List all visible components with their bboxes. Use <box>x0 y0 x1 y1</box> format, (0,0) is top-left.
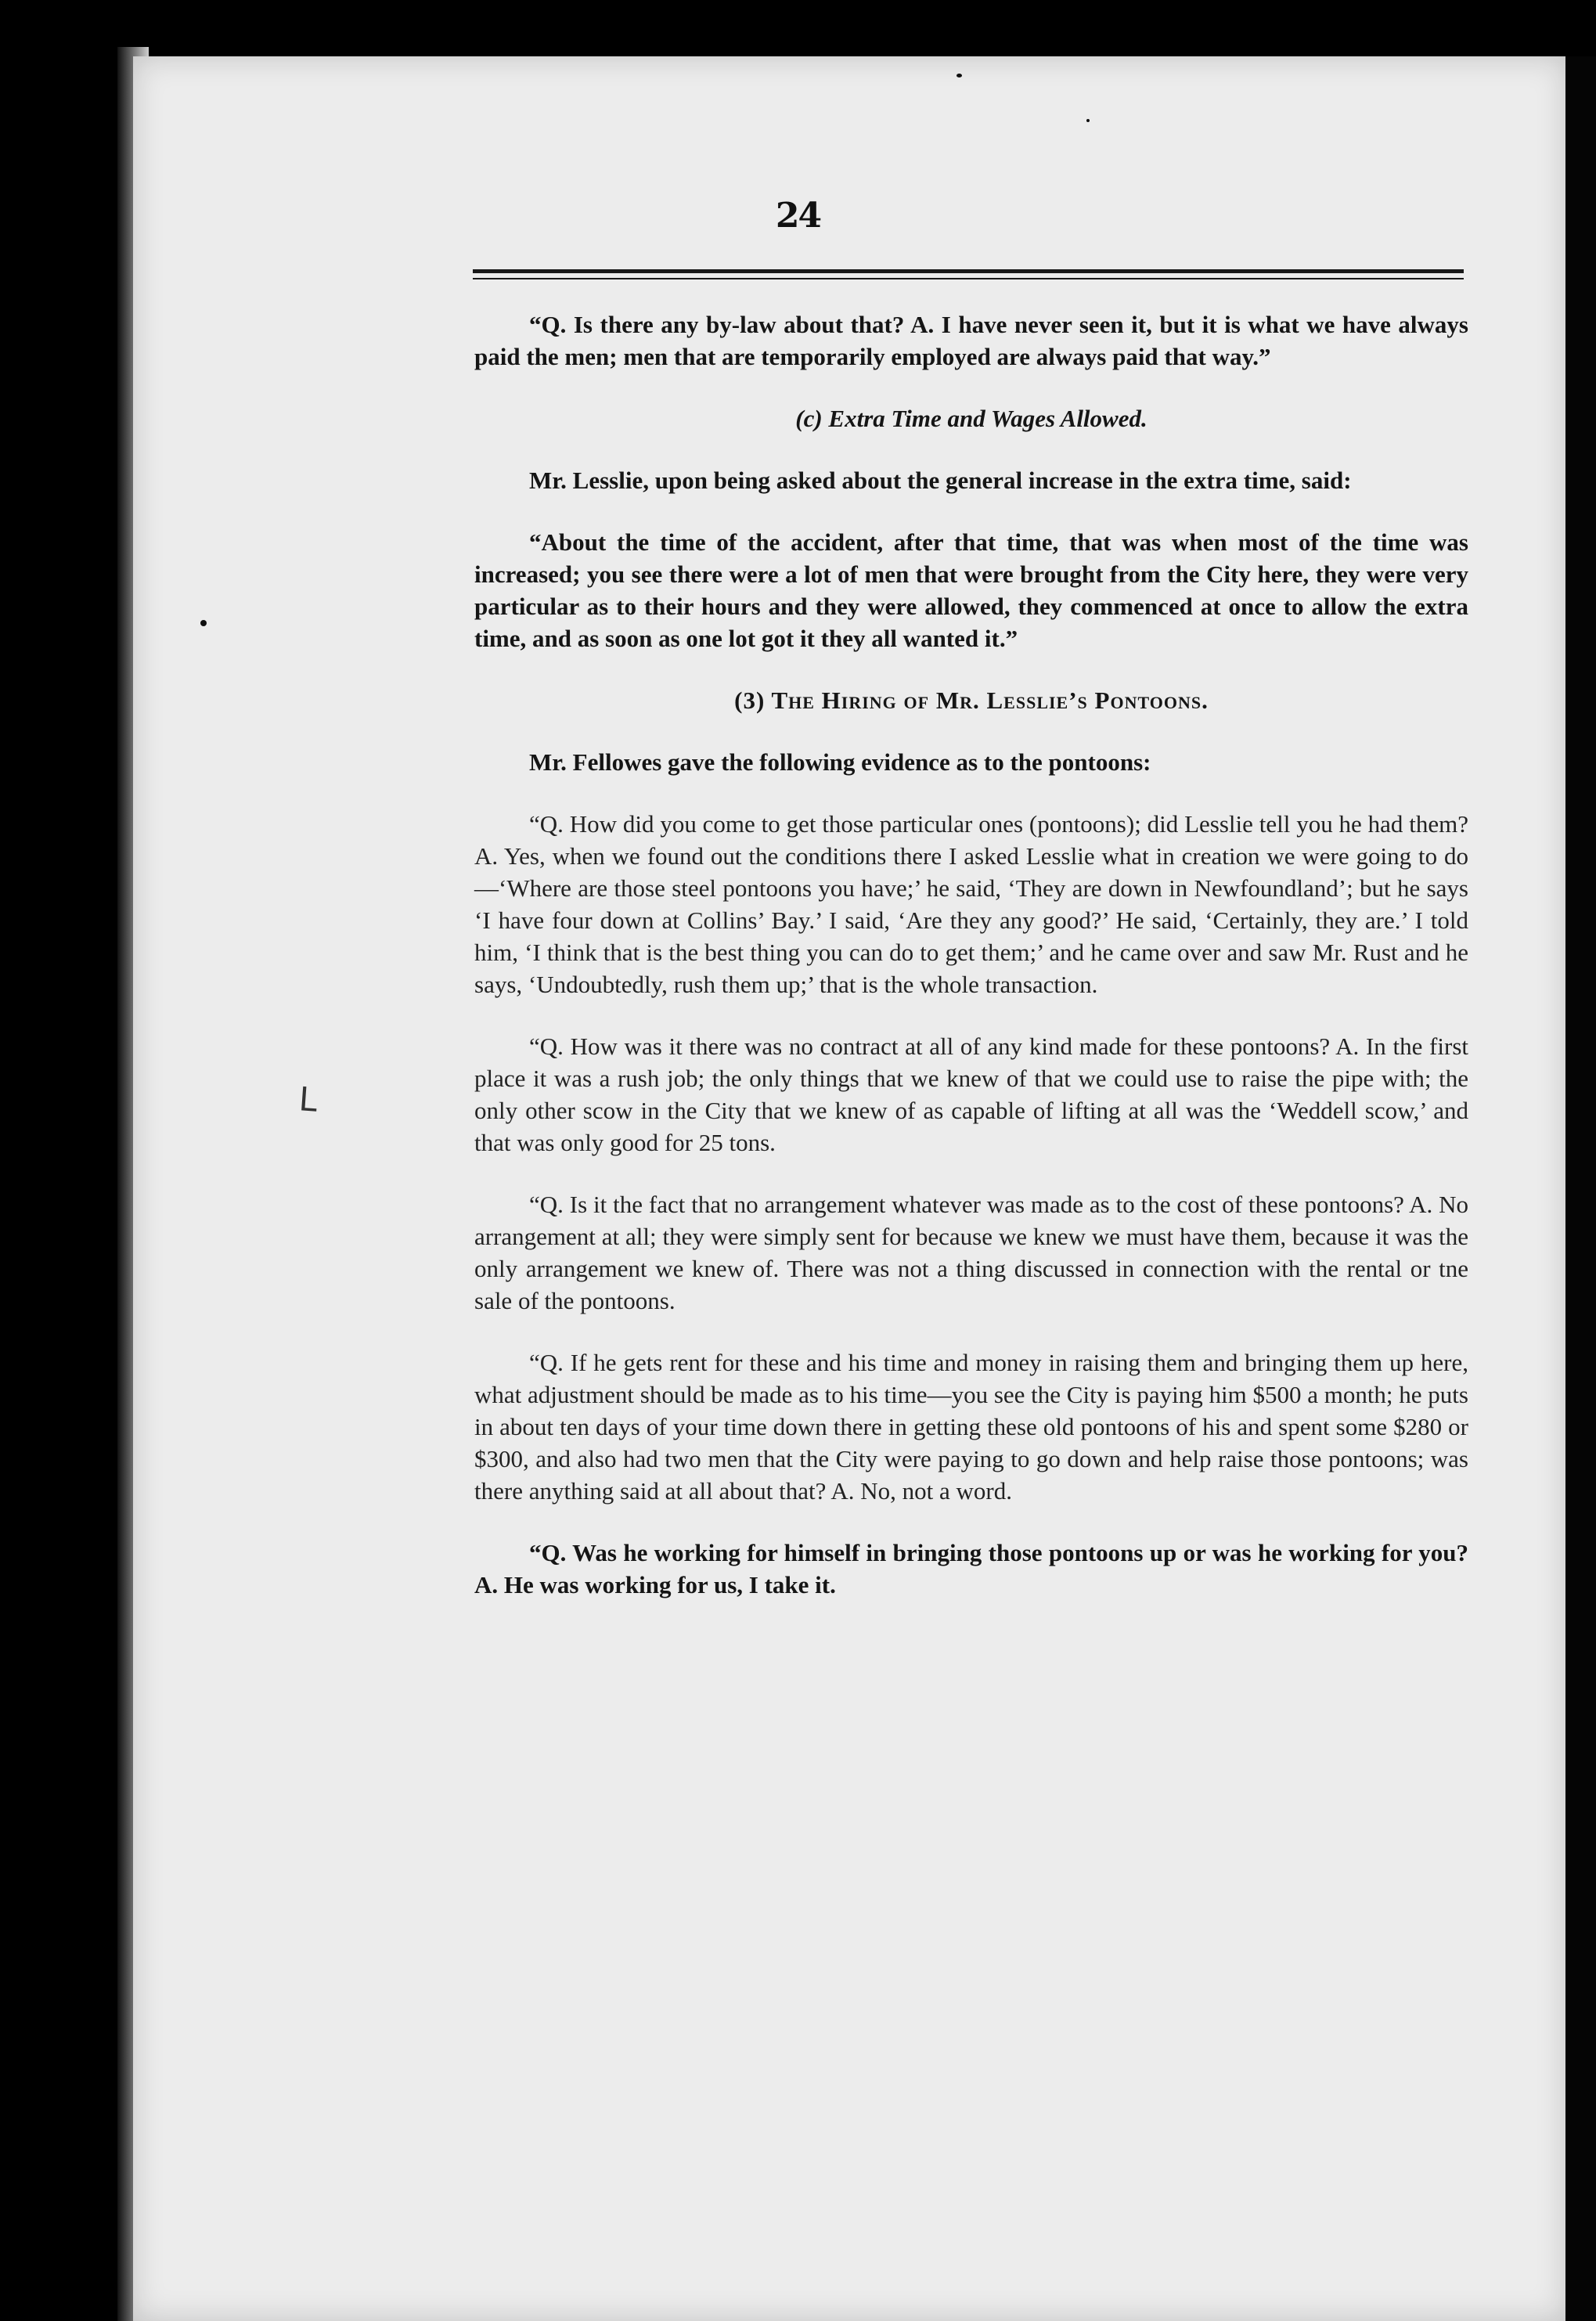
testimony-paragraph: “Q. How was it there was no contract at all of any kind made for these pontoons? A. In the first place it was a rush job; the only things that we knew of that we could use to raise the pipe with; the only other scow in the City that we knew of as capable of lifting at all was the ‘Weddell scow,’ and that was only good for 25 tons. <box>474 1033 1468 1156</box>
scan-right-edge <box>1565 56 1596 2321</box>
testimony-paragraph: “Q. Is it the fact that no arrangement whatever was made as to the cost of these pontoons? A. No arrangement at all; they were simply sent for because we knew we must have them, because it was the only arrangement we knew of. There was not a thing discussed in connection with the rental or tne sale of the pontoons. <box>474 1191 1468 1314</box>
section-heading: (3) The Hiring of Mr. Lesslie’s Pontoons. <box>734 687 1209 714</box>
page-number: 24 <box>775 196 821 236</box>
paragraph: “Q. Was he working for himself in bringing those pontoons up or was he working for you? A. He was working for us, I take it. <box>474 1539 1468 1598</box>
section-heading: (c) Extra Time and Wages Allowed. <box>795 405 1147 432</box>
testimony-paragraph: “Q. If he gets rent for these and his time and money in raising them and bringing them up here, what adjustment should be made as to his time—you see the City is paying him $500 a month; he puts in about ten days of your time down there in getting these old pontoons of his and spent some $280 or $300, and also had two men that the City were paying to go down and help raise those pontoons; was there anything said at all about that? A. No, not a word. <box>474 1349 1468 1505</box>
testimony-paragraph: “Q. How did you come to get those particular ones (pontoons); did Lesslie tell you he had them? A. Yes, when we found out the conditions there I asked Lesslie what in creation we were going to do—‘Where are those steel pontoons you have;’ he said, ‘They are down in Newfoundland’; but he says ‘I have four down at Collins’ Bay.’ I said, ‘Are they any good?’ He said, ‘Certainly, they are.’ I told him, ‘I think that is the best thing you can do to get them;’ and he came over and saw Mr. Rust and he says, ‘Undoubtedly, rush them up;’ that is the whole transaction. <box>474 810 1468 998</box>
dust-spot <box>957 74 962 77</box>
header-rule-thin <box>473 278 1464 279</box>
paragraph: Mr. Fellowes gave the following evidence as to the pontoons: <box>529 748 1151 776</box>
paragraph: “Q. Is there any by-law about that? A. I have never seen it, but it is what we have always paid the men; men that are temporarily employed are always paid that way.” <box>474 311 1468 370</box>
dust-spot <box>1086 119 1090 122</box>
page-body <box>474 308 1468 1631</box>
margin-note: L <box>297 1079 319 1119</box>
header-rule-thick <box>473 269 1464 273</box>
paragraph: Mr. Lesslie, upon being asked about the general increase in the extra time, said: <box>529 467 1352 494</box>
dust-spot <box>200 620 207 626</box>
paragraph: “About the time of the accident, after that time, that was when most of the time was increased; you see there were a lot of men that were brought from the City here, they were very particular as to their hours and they were allowed, they commenced at once to allow the extra time, and as soon as one lot got it they all wanted it.” <box>474 528 1468 652</box>
